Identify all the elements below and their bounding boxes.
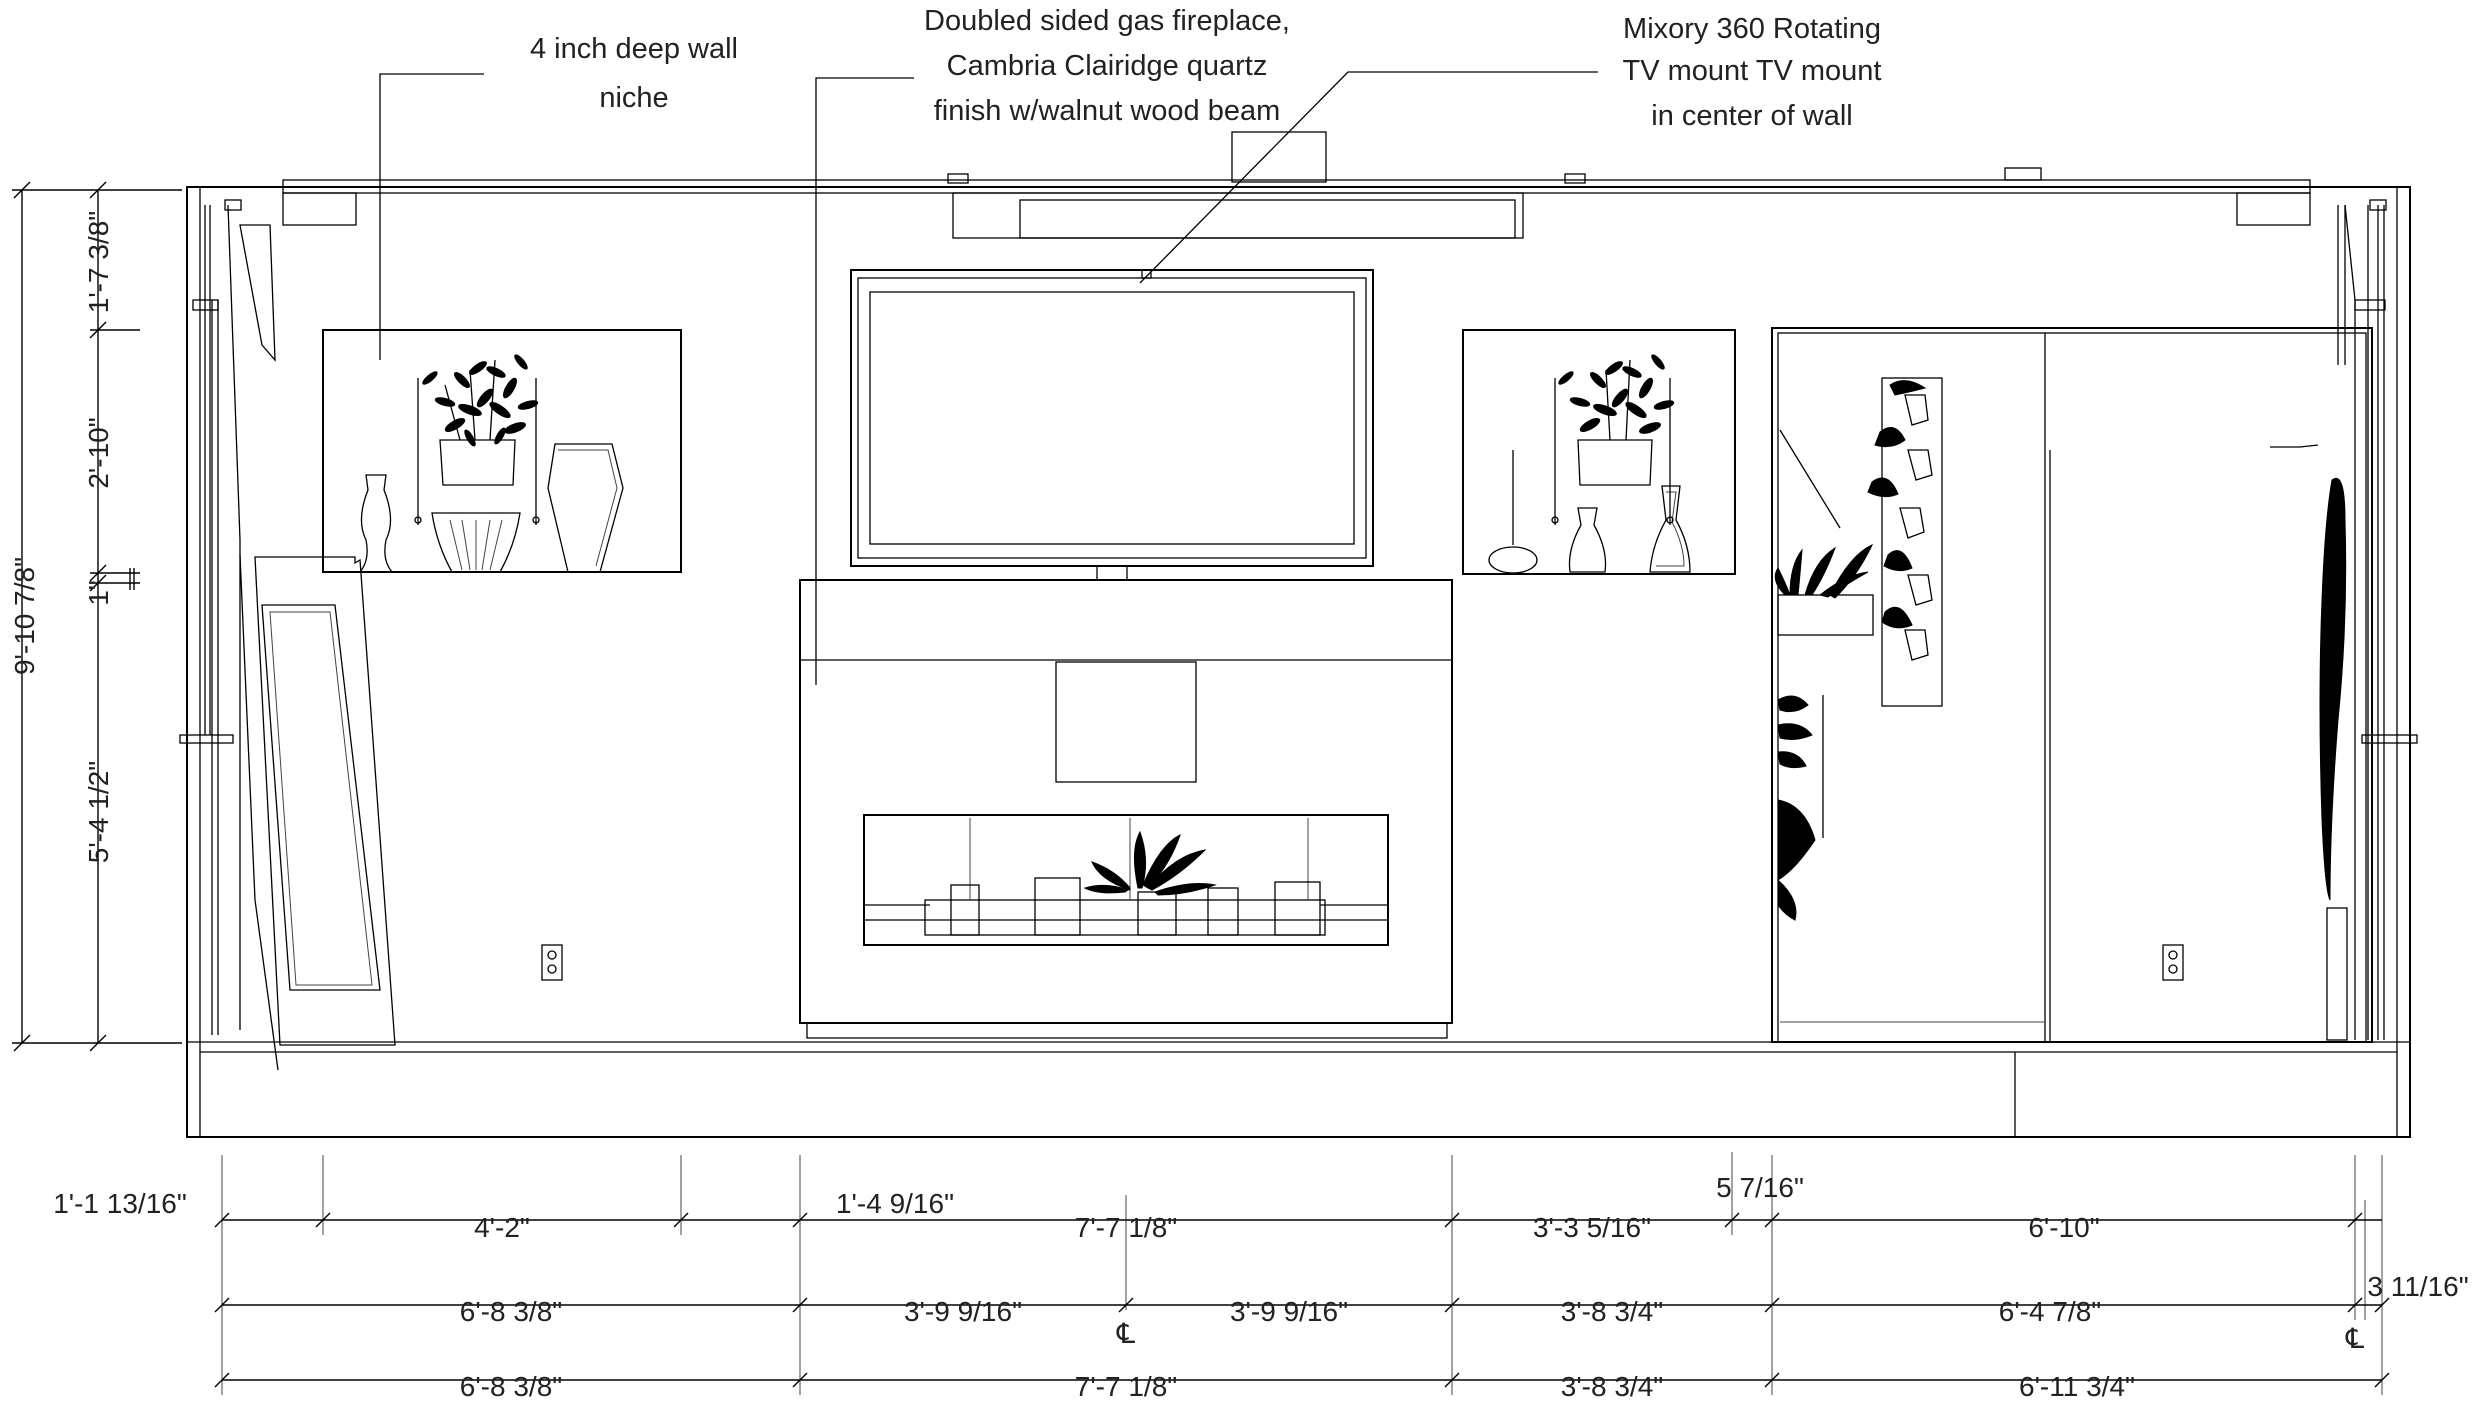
tv-mount-label-line-1: Mixory 360 Rotating: [1623, 13, 1881, 45]
wall-planter-icon: [1778, 595, 1873, 635]
fireplace-label-line-2: Cambria Clairidge quartz: [946, 50, 1268, 82]
niche-annotation: [380, 33, 738, 360]
vase-icon: [360, 475, 392, 572]
outlet-right-icon: [2163, 945, 2183, 980]
closet-doors: [1772, 328, 2372, 1042]
dim-row2-label-6: 3 11/16": [2367, 1271, 2469, 1302]
dim-row3-label-4: 6'-11 3/4": [2019, 1371, 2135, 1402]
fireplace-surround: [800, 580, 1452, 1038]
dim-row2-label-4: 3'-8 3/4": [1560, 1296, 1664, 1327]
dim-row1-label-6: 5 7/16": [1716, 1172, 1804, 1203]
right-niche: [1463, 330, 1735, 574]
dim-height-segment-2: 2'-10": [83, 417, 114, 489]
fireplace-firebox: [864, 815, 1388, 945]
bamboo-plant-icon: [1557, 353, 1674, 435]
wall-hanging-icon: [2320, 478, 2346, 900]
dim-row2-label-2: 3'-9 9/16": [903, 1296, 1023, 1327]
dim-row2-label-3: 3'-9 9/16": [1229, 1296, 1349, 1327]
niche-label-line-1: 4 inch deep wall: [530, 33, 738, 65]
flue-panel: [1056, 662, 1196, 782]
dim-row3-label-2: 7'-7 1/8": [1074, 1371, 1178, 1402]
dim-row1-label-7: 6'-10": [2028, 1212, 2100, 1243]
dim-row1-label-3: 1'-4 9/16": [835, 1188, 955, 1219]
dim-row3-label-3: 3'-8 3/4": [1560, 1371, 1664, 1402]
hanging-plants-icon: [1868, 381, 1925, 628]
dim-row1-label-5: 3'-3 5/16": [1532, 1212, 1652, 1243]
dim-row1-label-4: 7'-7 1/8": [1074, 1212, 1178, 1243]
dim-height-segment-3: 1": [83, 580, 114, 606]
horizontal-dimensions: [53, 1152, 2468, 1402]
dim-row2-label-5: 6'-4 7/8": [1998, 1296, 2102, 1327]
dim-overall-height: 9'-10 7/8": [9, 556, 40, 676]
wall-plant-icon: [1775, 545, 1872, 598]
dim-row1-label-2: 4'-2": [474, 1212, 530, 1243]
niche-label-line-2: niche: [599, 82, 669, 114]
left-niche: [323, 330, 681, 572]
vase-icon: [1569, 508, 1605, 572]
bamboo-plant-icon: [421, 353, 538, 447]
dim-row3-label-1: 6'-8 3/8": [459, 1371, 563, 1402]
fireplace-label-line-1: Doubled sided gas fireplace,: [924, 5, 1290, 37]
vertical-dimensions: [9, 182, 182, 1051]
dim-height-segment-4: 5'-4 1/2": [83, 760, 114, 864]
planter-icon: [1578, 440, 1652, 485]
dim-row2-label-1: 6'-8 3/8": [459, 1296, 563, 1327]
wall-outline: [187, 132, 2410, 1137]
centerline-symbol-2: ℄: [2346, 1323, 2364, 1354]
dim-height-segment-1: 1'-7 3/8": [83, 210, 114, 314]
fireplace-annotation: [816, 5, 1290, 685]
tv-mount-label-line-3: in center of wall: [1651, 100, 1853, 132]
tv-mount-label-line-2: TV mount TV mount: [1622, 55, 1882, 87]
fireplace-plant-icon: [1085, 832, 1215, 895]
niche-leader-line: [380, 74, 484, 360]
fireplace-leader-line: [816, 78, 914, 685]
planter-icon: [440, 440, 515, 485]
outlet-left-icon: [542, 945, 562, 980]
centerline-symbol-1: ℄: [1117, 1318, 1135, 1349]
fireplace-label-line-3: finish w/walnut wood beam: [933, 95, 1281, 127]
tv-screen: [851, 270, 1373, 580]
dim-row1-label-1: 1'-1 13/16": [53, 1188, 187, 1219]
round-vase-icon: [1489, 547, 1537, 573]
fern-plant-icon: [1778, 696, 1815, 920]
